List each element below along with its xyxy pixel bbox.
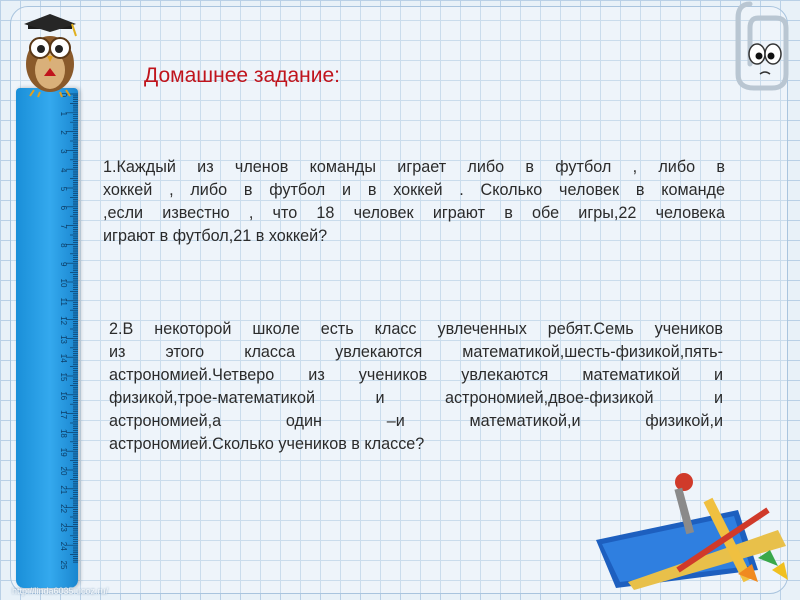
ruler-label: 7 — [59, 224, 68, 229]
ruler-label: 13 — [59, 334, 68, 344]
ruler-label: 8 — [59, 243, 68, 248]
page-title: Домашнее задание: — [144, 64, 340, 87]
task-1-text — [103, 156, 725, 248]
task-1-line: хоккей , либо в футбол и в хоккей . Сколько человек в команде — [103, 181, 725, 199]
ruler-label: 21 — [59, 485, 68, 495]
ruler-label: 12 — [59, 316, 68, 326]
task-2-line: 2.В некоторой школе есть класс увлеченных ребят.Семь учеников — [109, 320, 723, 338]
ruler-label: 9 — [59, 261, 68, 267]
ruler-label: 5 — [59, 186, 68, 192]
ruler-label: 14 — [59, 353, 68, 363]
ruler-label: 1 — [59, 111, 68, 117]
task-2-line: из этого класса увлекаются математикой,шесть-физикой,пять- — [109, 343, 723, 361]
ruler-label: 22 — [59, 504, 68, 514]
ruler-label: 20 — [59, 466, 68, 476]
task-2-line: астрономией.Четверо из учеников увлекаются математикой и — [109, 366, 723, 384]
task-2-text — [109, 318, 723, 456]
ruler-label: 19 — [59, 447, 68, 457]
ruler-label: 6 — [59, 205, 68, 211]
ruler-graphic — [16, 88, 78, 588]
ruler-label: 15 — [59, 372, 68, 382]
task-1-line: ,если известно , что 18 человек играют в обе игры,22 человека — [103, 204, 725, 222]
ruler-label: 10 — [59, 278, 68, 288]
owl-teacher-icon — [14, 2, 86, 98]
ruler-scale — [16, 88, 78, 588]
ruler-label: 18 — [59, 428, 68, 438]
ruler-label: 0 — [59, 92, 68, 98]
drawing-tools-icon — [588, 470, 793, 590]
ruler-label: 11 — [59, 297, 68, 306]
paperclip-face-icon — [732, 0, 792, 92]
ruler-label: 24 — [59, 541, 68, 551]
ruler-label: 4 — [59, 167, 68, 173]
ruler-label: 16 — [59, 391, 68, 401]
ruler-label: 25 — [59, 560, 68, 570]
ruler-label: 2 — [59, 130, 68, 135]
task-2-line: физикой,трое-математикой и астрономией,двое-физикой и — [109, 389, 723, 407]
source-url: http://linda6035.ucoz.ru/ — [12, 586, 109, 596]
task-1-line: играют в футбол,21 в хоккей? — [103, 227, 328, 245]
ruler-label: 23 — [59, 522, 68, 532]
task-2-line: астрономией,а один –и математикой,и физикой,и — [109, 412, 723, 430]
task-2-line: астрономией.Сколько учеников в классе? — [109, 435, 425, 453]
ruler-label: 17 — [59, 410, 68, 420]
ruler-label: 3 — [59, 149, 68, 154]
task-1-line: 1.Каждый из членов команды играет либо в футбол , либо в — [103, 158, 725, 176]
